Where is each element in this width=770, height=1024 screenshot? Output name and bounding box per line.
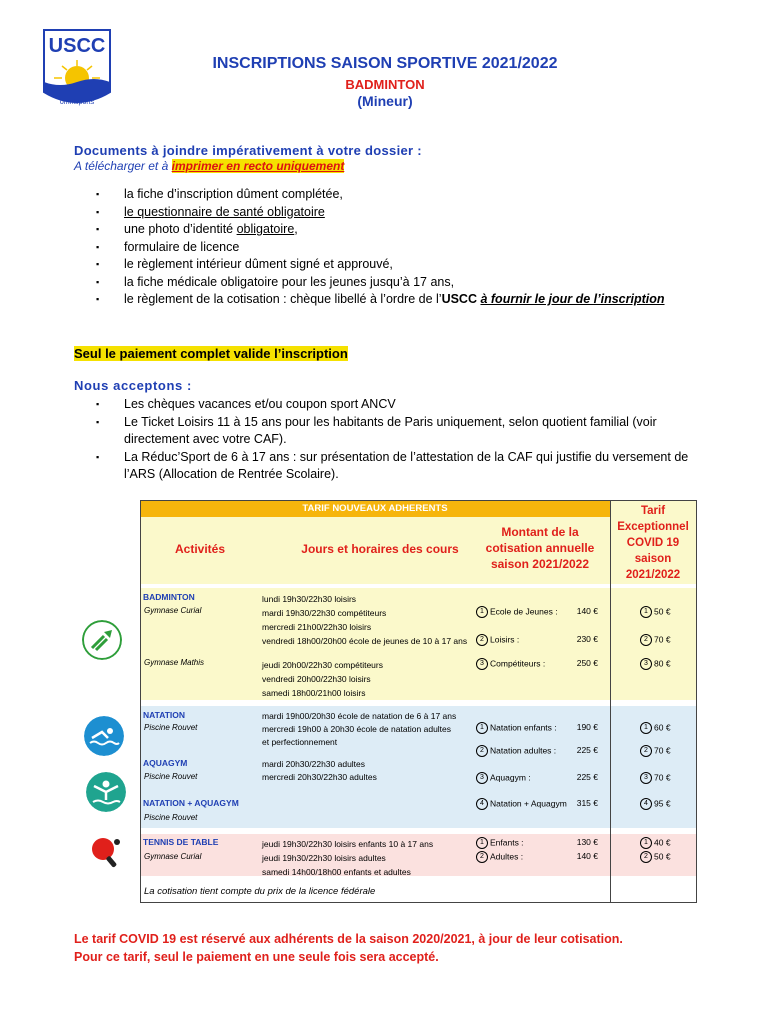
covid-rate: 2 70 €: [640, 745, 671, 757]
tennis-label: TENNIS DE TABLE: [143, 837, 219, 847]
tarif-table: [140, 500, 696, 902]
covid-rate: 1 60 €: [640, 722, 671, 734]
rate-row: 1 Ecole de Jeunes : 140 €: [476, 606, 606, 618]
badminton-hours: lundi 19h30/22h30 loisirs mardi 19h30/22h30 compétiteurs mercredi 21h00/22h30 loisirs vendredi 18h00/20h00 école de jeunes de 10 à 17 ans: [262, 594, 468, 646]
rate-row: 3 Compétiteurs : 250 €: [476, 658, 606, 670]
page-subtitle-mineur: (Mineur): [357, 93, 413, 109]
table-note: La cotisation tient compte du prix de la licence fédérale: [144, 886, 376, 897]
covid-rate: 2 50 €: [640, 851, 671, 863]
covid-rate: 3 70 €: [640, 772, 671, 784]
badminton-venue: Gymnase Mathis: [144, 658, 205, 667]
rate-row: 1 Natation enfants : 190 €: [476, 722, 606, 734]
footer-payment-note: Pour ce tarif, seul le paiement en une seule fois sera accepté.: [74, 950, 439, 964]
accept-heading: Nous acceptons :: [74, 378, 192, 393]
svg-text:USCC: USCC: [48, 35, 106, 57]
covid-rate: 3 80 €: [640, 658, 671, 670]
svg-text:omnisports: omnisports: [59, 99, 95, 106]
covid-rate: 1 40 €: [640, 837, 671, 849]
list-item: ▪ la fiche médicale obligatoire pour les jeunes jusqu’à 17 ans,: [96, 274, 696, 292]
col-covid: Tarif Exceptionnel COVID 19 saison 2021/2022: [617, 505, 689, 581]
nat-aqua-label: NATATION + AQUAGYM: [143, 798, 239, 808]
payment-note: Seul le paiement complet valide l’inscription: [74, 346, 348, 361]
rate-row: 2 Adultes : 140 €: [476, 851, 606, 863]
aquagym-hours: mardi 20h30/22h30 adultes mercredi 20h30/22h30 adultes: [262, 759, 377, 782]
documents-heading: Documents à joindre impérativement à votre dossier :: [74, 143, 422, 158]
nat-aqua-venue: Piscine Rouvet: [144, 813, 198, 822]
list-item: ▪ Le Ticket Loisirs 11 à 15 ans pour les habitants de Paris uniquement, selon quotient familial (voir directement avec votre CAF).: [96, 414, 706, 449]
natation-hours: mardi 19h00/20h30 école de natation de 6 à 17 ans mercredi 19h00 à 20h30 école de natation adultes et perfectionnement: [262, 711, 457, 747]
accept-list: [96, 396, 706, 484]
natation-label: NATATION: [143, 710, 186, 720]
documents-list: [96, 186, 696, 309]
list-item: ▪ le règlement de la cotisation : chèque libellé à l’ordre de l’USCC à fournir le jour de l’inscription: [96, 291, 696, 309]
badminton-hours: jeudi 20h00/22h30 compétiteurs vendredi 20h00/22h30 loisirs samedi 18h00/21h00 loisirs: [262, 660, 383, 698]
col-amount: Montant de la cotisation annuelle saison 2021/2022: [485, 525, 595, 571]
aquagym-icon: [86, 772, 126, 812]
aquagym-label: AQUAGYM: [143, 758, 188, 768]
table-banner: TARIF NOUVEAUX ADHERENTS: [302, 503, 448, 514]
covid-rate: 2 70 €: [640, 634, 671, 646]
list-item: ▪ La Réduc’Sport de 6 à 17 ans : sur présentation de l’attestation de la CAF qui justifie du versement de l’ARS (Allocation de Rentrée Scolaire).: [96, 449, 706, 484]
documents-subheading: A télécharger et à imprimer en recto uniquement: [74, 159, 345, 173]
natation-venue: Piscine Rouvet: [144, 723, 198, 732]
list-item: ▪ la fiche d’inscription dûment complétée,: [96, 186, 696, 204]
col-activities: Activités: [174, 542, 226, 556]
covid-rate: 1 50 €: [640, 606, 671, 618]
swimming-icon: [84, 716, 124, 756]
list-item: ▪ Les chèques vacances et/ou coupon sport ANCV: [96, 396, 706, 414]
list-item: ▪ formulaire de licence: [96, 239, 696, 257]
list-item: ▪ une photo d’identité obligatoire,: [96, 221, 696, 239]
rate-row: 4 Natation + Aquagym 315 €: [476, 798, 606, 810]
col-hours: Jours et horaires des cours: [301, 542, 459, 556]
footer-covid-note: Le tarif COVID 19 est réservé aux adhérents de la saison 2020/2021, à jour de leur cotisation.: [74, 932, 623, 946]
aquagym-venue: Piscine Rouvet: [144, 772, 198, 781]
tennis-hours: jeudi 19h30/22h30 loisirs enfants 10 à 17 ans jeudi 19h30/22h30 loisirs adultes samedi 14h00/18h00 enfants et adultes: [262, 839, 434, 877]
badminton-icon: [82, 620, 122, 660]
page-title: INSCRIPTIONS SAISON SPORTIVE 2021/2022: [212, 55, 558, 72]
covid-rate: 4 95 €: [640, 798, 671, 810]
list-item: ▪ le questionnaire de santé obligatoire: [96, 204, 696, 222]
page-subtitle: BADMINTON: [345, 77, 425, 92]
badminton-venue: Gymnase Curial: [144, 606, 202, 615]
rate-row: 2 Natation adultes : 225 €: [476, 745, 606, 757]
list-item: ▪ le règlement intérieur dûment signé et approuvé,: [96, 256, 696, 274]
table-tennis-icon: [86, 832, 126, 872]
rate-row: 3 Aquagym : 225 €: [476, 772, 606, 784]
tennis-venue: Gymnase Curial: [144, 852, 202, 861]
rate-row: 1 Enfants : 130 €: [476, 837, 606, 849]
badminton-label: BADMINTON: [143, 592, 195, 602]
rate-row: 2 Loisirs : 230 €: [476, 634, 606, 646]
